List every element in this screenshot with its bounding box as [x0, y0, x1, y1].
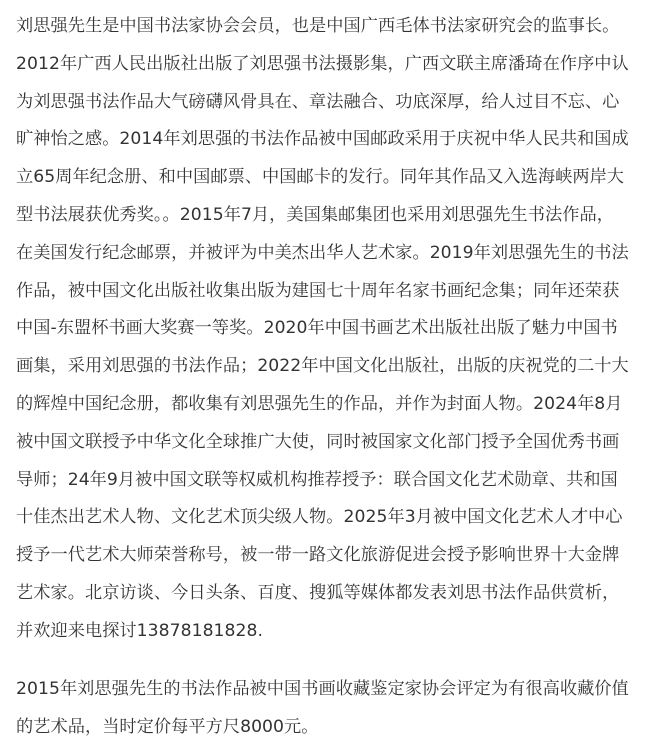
text-line: 在美国发行纪念邮票，并被评为中美杰出华人艺术家。2019年刘思强先生的书法 [16, 242, 629, 263]
text-line: 的艺术品，当时定价每平方尺8000元。 [16, 716, 319, 737]
text-line: 并欢迎来电探讨13878181828. [16, 620, 264, 641]
text-line: 十佳杰出艺术人物、文化艺术顶尖级人物。2025年3月被中国文化艺术人才中心 [16, 507, 623, 528]
text-line: 授予一代艺术大师荣誉称号，被一带一路文化旅游促进会授予影响世界十大金牌 [16, 545, 620, 566]
text-line: 艺术家。北京访谈、今日头条、百度、搜狐等媒体都发表刘思书法作品供赏析， [16, 582, 620, 603]
text-line: 立65周年纪念册、和中国邮票、中国邮卡的发行。同年其作品又入选海峡两岸大 [16, 167, 625, 188]
text-line: 中国-东盟杯书画大奖赛一等奖。2020年中国书画艺术出版社出版了魅力中国书 [16, 318, 618, 339]
text-line: 画集，采用刘思强的书法作品；2022年中国文化出版社，出版的庆祝党的二十大 [16, 356, 629, 377]
text-line: 被中国文联授予中华文化全球推广大使，同时被国家文化部门授予全国优秀书画 [16, 431, 620, 452]
text-line: 型书法展获优秀奖。。2015年7月，美国集邮集团也采用刘思强先生书法作品， [16, 204, 614, 225]
valuation-paragraph [16, 671, 658, 747]
text-line: 2012年广西人民出版社出版了刘思强书法摄影集，广西文联主席潘琦在作序中认 [16, 53, 629, 74]
text-line: 旷神怡之感。2014年刘思强的书法作品被中国邮政采用于庆祝中华人民共和国成 [16, 129, 629, 150]
text-line: 的辉煌中国纪念册，都收集有刘思强先生的作品，并作为封面人物。2024年8月 [16, 393, 623, 414]
text-line: 作品，被中国文化出版社收集出版为建国七十周年名家书画纪念集；同年还荣获 [16, 280, 620, 301]
text-line: 导师；24年9月被中国文联等权威机构推荐授予：联合国文化艺术勋章、共和国 [16, 469, 618, 490]
text-line: 2015年刘思强先生的书法作品被中国书画收藏鉴定家协会评定为有很高收藏价值 [16, 679, 629, 699]
biography-paragraph [16, 8, 658, 650]
text-line: 为刘思强书法作品大气磅礴风骨具在、章法融合、功底深厚，给人过目不忘、心 [16, 91, 620, 112]
text-line: 刘思强先生是中国书法家协会会员，也是中国广西毛体书法家研究会的监事长。 [16, 16, 620, 36]
article-body [16, 8, 658, 737]
